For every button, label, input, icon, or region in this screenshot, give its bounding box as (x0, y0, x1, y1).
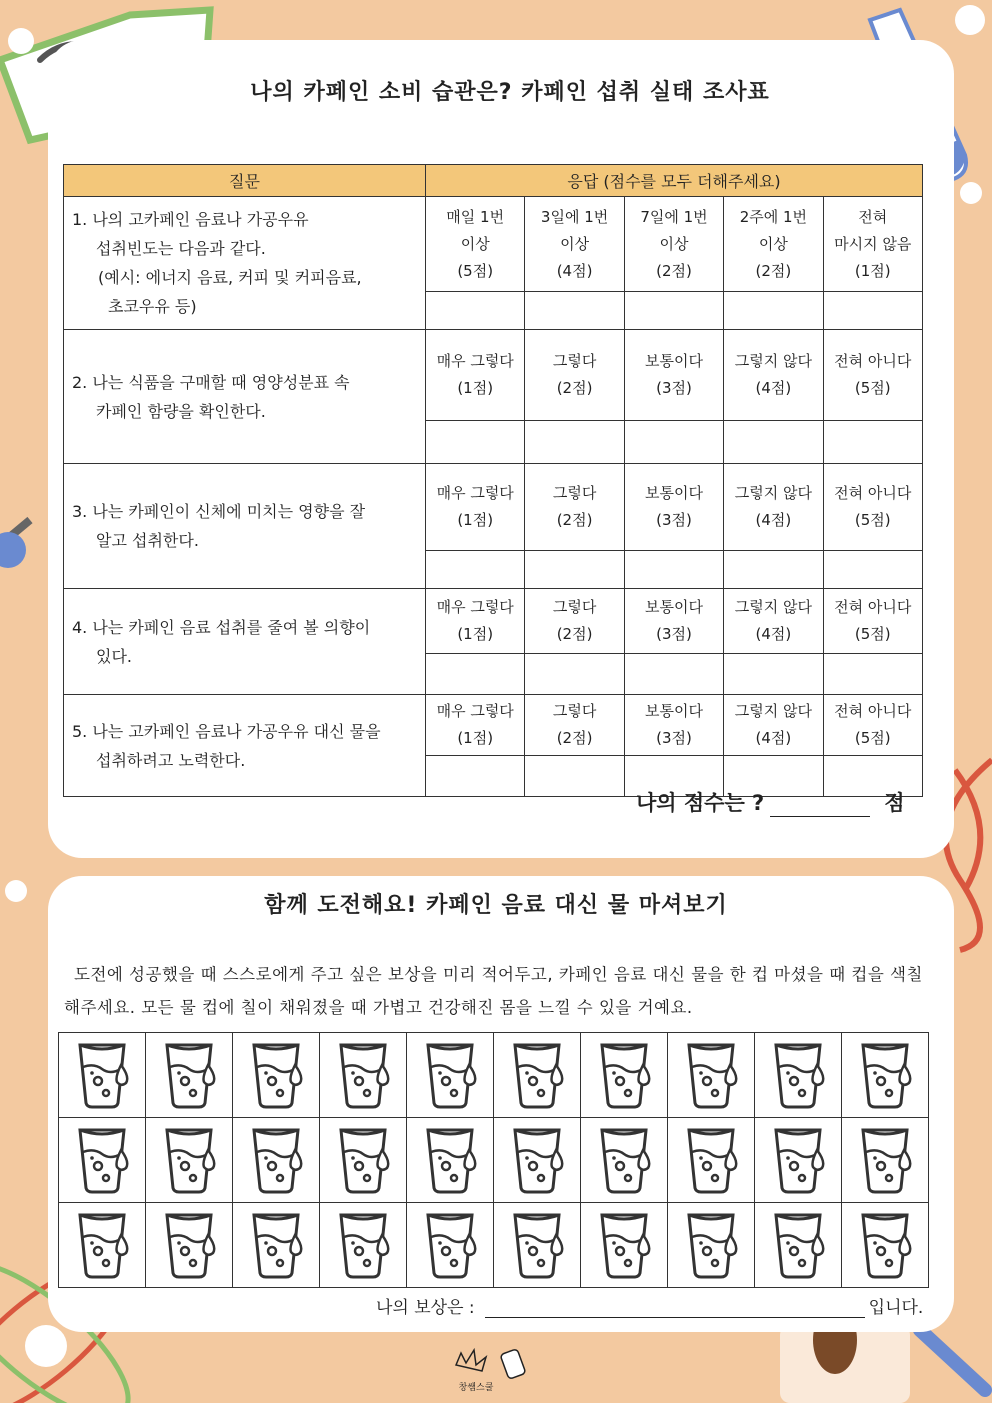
water-cup-cell[interactable] (146, 1033, 233, 1118)
answer-checkbox-cell[interactable] (823, 551, 922, 589)
water-cup-cell[interactable] (407, 1203, 494, 1288)
water-cup-cell[interactable] (581, 1203, 668, 1288)
water-cup-icon (422, 1094, 478, 1113)
option-score: (2점) (656, 261, 692, 280)
brand-name: 창쌤스쿨 (458, 1383, 494, 1393)
water-cup-cell[interactable] (146, 1118, 233, 1203)
water-cup-cell[interactable] (320, 1033, 407, 1118)
option-label-2: 이상 (659, 234, 689, 253)
answer-option (525, 197, 624, 292)
question-line: 섭취빈도는 다음과 같다. (96, 239, 266, 258)
answer-option (724, 464, 823, 551)
question-text (64, 197, 426, 330)
option-label: 보통이다 (644, 598, 703, 616)
water-cup-cell[interactable] (233, 1033, 320, 1118)
survey-table (63, 164, 923, 797)
question-row (64, 695, 923, 756)
answer-checkbox-cell[interactable] (426, 756, 525, 797)
question-line: 5. 나는 고카페인 음료나 가공우유 대신 물을 (72, 721, 381, 741)
answer-checkbox-cell[interactable] (823, 421, 922, 464)
answer-option (624, 464, 723, 551)
score-label: 나의 점수는 ? (636, 791, 765, 815)
option-label-2: 이상 (560, 234, 590, 253)
water-cup-icon (161, 1264, 217, 1283)
water-cup-cell[interactable] (494, 1203, 581, 1288)
water-cup-icon (248, 1264, 304, 1283)
challenge-title: 함께 도전해요! 카페인 음료 대신 물 마셔보기 (264, 893, 728, 918)
option-label: 전혀 아니다 (834, 484, 912, 502)
question-line: 3. 나는 카페인이 신체에 미치는 영향을 잘 (72, 502, 366, 521)
option-label: 보통이다 (644, 702, 703, 720)
water-cup-cell[interactable] (581, 1033, 668, 1118)
option-score: (1점) (457, 511, 494, 529)
question-line: 초코우유 등) (108, 297, 197, 316)
option-label-2: 이상 (758, 234, 788, 253)
probe-icon (0, 520, 30, 568)
option-score: (1점) (854, 261, 891, 280)
answer-checkbox-cell[interactable] (823, 654, 922, 695)
answer-option (426, 197, 525, 292)
water-cup-cell[interactable] (755, 1203, 842, 1288)
option-label: 2주에 1번 (739, 207, 808, 226)
option-label: 그렇다 (552, 702, 597, 720)
water-cup-cell[interactable] (59, 1203, 146, 1288)
answer-checkbox-cell[interactable] (525, 292, 624, 330)
answer-checkbox-cell[interactable] (426, 421, 525, 464)
water-cup-icon (335, 1094, 391, 1113)
water-cup-icon (770, 1264, 826, 1283)
water-cup-icon (161, 1179, 217, 1198)
answer-checkbox-cell[interactable] (724, 654, 823, 695)
page-title: 나의 카페인 소비 습관은? 카페인 섭취 실태 조사표 (190, 68, 830, 118)
question-line: 있다. (96, 646, 132, 666)
answer-option (525, 589, 624, 654)
water-cup-icon (74, 1094, 130, 1113)
water-cup-cell[interactable] (755, 1033, 842, 1118)
water-cup-cell[interactable] (755, 1118, 842, 1203)
water-cup-cell[interactable] (233, 1203, 320, 1288)
water-cup-icon (770, 1179, 826, 1198)
brand-logo-icon (446, 1345, 546, 1385)
bubble (955, 5, 985, 35)
answer-checkbox-cell[interactable] (525, 654, 624, 695)
option-score: (1점) (457, 729, 494, 747)
water-cup-icon (509, 1094, 565, 1113)
question-row (64, 197, 923, 292)
question-text (64, 330, 426, 464)
magnifier-icon (920, 1330, 985, 1390)
question-line: 1. 나의 고카페인 음료나 가공우유 (72, 210, 309, 229)
answer-checkbox-cell[interactable] (525, 421, 624, 464)
option-label: 매우 그렇다 (436, 484, 514, 502)
question-text (64, 695, 426, 797)
option-score: (4점) (755, 379, 792, 397)
answer-option (624, 589, 723, 654)
option-label: 그렇다 (552, 352, 597, 370)
answer-checkbox-cell[interactable] (724, 421, 823, 464)
option-score: (1점) (457, 625, 494, 643)
option-score: (3점) (656, 625, 692, 643)
option-label: 전혀 (858, 207, 888, 226)
answer-option (525, 330, 624, 421)
question-line: 4. 나는 카페인 음료 섭취를 줄여 볼 의향이 (72, 617, 371, 637)
option-label: 보통이다 (644, 484, 703, 502)
option-label: 그렇지 않다 (734, 702, 812, 720)
water-cup-icon (335, 1179, 391, 1198)
water-cup-cell[interactable] (59, 1033, 146, 1118)
cup-row (59, 1033, 929, 1118)
answer-checkbox-cell[interactable] (823, 292, 922, 330)
answer-checkbox-cell[interactable] (525, 756, 624, 797)
answer-checkbox-cell[interactable] (624, 421, 723, 464)
question-line: 알고 섭취한다. (96, 531, 199, 550)
option-label: 전혀 아니다 (834, 352, 912, 370)
option-label: 전혀 아니다 (834, 702, 912, 720)
option-score: (2점) (556, 625, 593, 643)
answer-option (724, 330, 823, 421)
water-cup-cell[interactable] (146, 1203, 233, 1288)
option-label: 보통이다 (644, 352, 703, 370)
option-label: 그렇지 않다 (734, 484, 812, 502)
option-label-2: 마시지 않음 (834, 234, 912, 253)
header-question: 질문 (64, 165, 426, 197)
option-label: 전혀 아니다 (834, 598, 912, 616)
brand-logo (446, 1345, 546, 1393)
score-unit: 점 (884, 791, 905, 815)
cup-grid (58, 1032, 929, 1288)
option-score: (5점) (854, 625, 891, 643)
water-cup-cell[interactable] (842, 1033, 929, 1118)
answer-checkbox-cell[interactable] (426, 654, 525, 695)
option-label: 그렇다 (552, 598, 597, 616)
water-cup-cell[interactable] (668, 1033, 755, 1118)
water-cup-icon (770, 1094, 826, 1113)
option-label: 매우 그렇다 (436, 598, 514, 616)
option-score: (2점) (556, 379, 593, 397)
question-line: 섭취하려고 노력한다. (96, 750, 246, 770)
answer-option (823, 589, 922, 654)
option-score: (2점) (556, 729, 593, 747)
option-label: 그렇지 않다 (734, 598, 812, 616)
bubble (960, 182, 982, 204)
answer-checkbox-cell[interactable] (724, 551, 823, 589)
score-input[interactable] (770, 796, 870, 817)
water-cup-icon (422, 1179, 478, 1198)
question-line: (예시: 에너지 음료, 커피 및 커피음료, (98, 268, 362, 287)
answer-option (426, 695, 525, 756)
answer-option (624, 197, 723, 292)
answer-option (426, 589, 525, 654)
water-cup-icon (74, 1264, 130, 1283)
option-score: (3점) (656, 729, 692, 747)
reward-line (376, 1293, 923, 1318)
option-score: (5점) (854, 729, 891, 747)
table-header-row (64, 165, 923, 197)
answer-option (624, 330, 723, 421)
header-answer: 응답 (점수를 모두 더해주세요) (426, 165, 923, 197)
answer-option (724, 197, 823, 292)
answer-checkbox-cell[interactable] (624, 654, 723, 695)
option-score: (1점) (457, 379, 494, 397)
option-score: (4점) (556, 261, 593, 280)
water-cup-cell[interactable] (494, 1033, 581, 1118)
answer-option (823, 330, 922, 421)
water-cup-cell[interactable] (668, 1203, 755, 1288)
reward-input[interactable] (485, 1297, 865, 1318)
water-cup-icon (857, 1094, 913, 1113)
challenge-description: 도전에 성공했을 때 스스로에게 주고 싶은 보상을 미리 적어두고, 카페인 음료 대신 물을 한 컵 마셨을 때 컵을 색칠해주세요. 모든 물 컵에 칠이 채워졌을 때 가볍고 건강해진 몸을 느낄 수 있을 거예요. (64, 965, 923, 1017)
option-score: (3점) (656, 511, 692, 529)
answer-option (426, 330, 525, 421)
cup-row (59, 1118, 929, 1203)
option-label: 7일에 1번 (640, 207, 708, 226)
question-text (64, 464, 426, 589)
water-cup-cell[interactable] (59, 1118, 146, 1203)
answer-option (724, 589, 823, 654)
option-score: (5점) (457, 261, 494, 280)
water-cup-cell[interactable] (233, 1118, 320, 1203)
answer-checkbox-cell[interactable] (426, 551, 525, 589)
answer-checkbox-cell[interactable] (624, 292, 723, 330)
water-cup-cell[interactable] (320, 1118, 407, 1203)
reward-suffix: 입니다. (868, 1298, 924, 1318)
answer-option (823, 197, 922, 292)
water-cup-icon (509, 1179, 565, 1198)
water-cup-cell[interactable] (581, 1118, 668, 1203)
reward-label: 나의 보상은 : (376, 1298, 475, 1318)
water-cup-icon (857, 1264, 913, 1283)
option-score: (5점) (854, 379, 891, 397)
water-cup-icon (335, 1264, 391, 1283)
water-cup-icon (596, 1094, 652, 1113)
answer-checkbox-cell[interactable] (426, 292, 525, 330)
bubble (8, 28, 34, 54)
water-cup-cell[interactable] (842, 1203, 929, 1288)
option-label: 3일에 1번 (540, 207, 609, 226)
water-cup-icon (509, 1264, 565, 1283)
water-cup-icon (248, 1094, 304, 1113)
option-label: 그렇다 (552, 484, 597, 502)
water-cup-icon (683, 1179, 739, 1198)
water-cup-icon (248, 1179, 304, 1198)
answer-option (426, 464, 525, 551)
option-score: (4점) (755, 511, 792, 529)
option-score: (4점) (755, 729, 792, 747)
question-line: 2. 나는 식품을 구매할 때 영양성분표 속 (72, 372, 350, 392)
water-cup-icon (422, 1264, 478, 1283)
option-label: 그렇지 않다 (734, 352, 812, 370)
answer-option (724, 695, 823, 756)
score-line (636, 787, 905, 817)
option-score: (2점) (755, 261, 792, 280)
question-row (64, 464, 923, 551)
answer-option (525, 464, 624, 551)
question-line: 카페인 함량을 확인한다. (96, 401, 266, 421)
option-score: (2점) (556, 511, 593, 529)
water-cup-cell[interactable] (407, 1118, 494, 1203)
water-cup-icon (161, 1094, 217, 1113)
answer-checkbox-cell[interactable] (724, 292, 823, 330)
water-cup-cell[interactable] (842, 1118, 929, 1203)
water-cup-cell[interactable] (407, 1033, 494, 1118)
water-cup-icon (683, 1264, 739, 1283)
water-cup-icon (596, 1179, 652, 1198)
option-label: 매일 1번 (446, 207, 505, 226)
option-score: (5점) (854, 511, 891, 529)
option-label: 매우 그렇다 (436, 702, 514, 720)
answer-option (624, 695, 723, 756)
water-cup-cell[interactable] (494, 1118, 581, 1203)
answer-checkbox-cell[interactable] (525, 551, 624, 589)
question-text (64, 589, 426, 695)
water-cup-icon (683, 1094, 739, 1113)
answer-option (823, 464, 922, 551)
water-cup-cell[interactable] (668, 1118, 755, 1203)
question-row (64, 330, 923, 421)
option-score: (3점) (656, 379, 692, 397)
bubble (25, 1325, 67, 1367)
water-cup-cell[interactable] (320, 1203, 407, 1288)
water-cup-icon (596, 1264, 652, 1283)
question-row (64, 589, 923, 654)
answer-option (823, 695, 922, 756)
option-label-2: 이상 (460, 234, 490, 253)
answer-option (525, 695, 624, 756)
option-score: (4점) (755, 625, 792, 643)
cup-row (59, 1203, 929, 1288)
water-cup-icon (74, 1179, 130, 1198)
option-label: 매우 그렇다 (436, 352, 514, 370)
water-cup-icon (857, 1179, 913, 1198)
answer-checkbox-cell[interactable] (624, 551, 723, 589)
